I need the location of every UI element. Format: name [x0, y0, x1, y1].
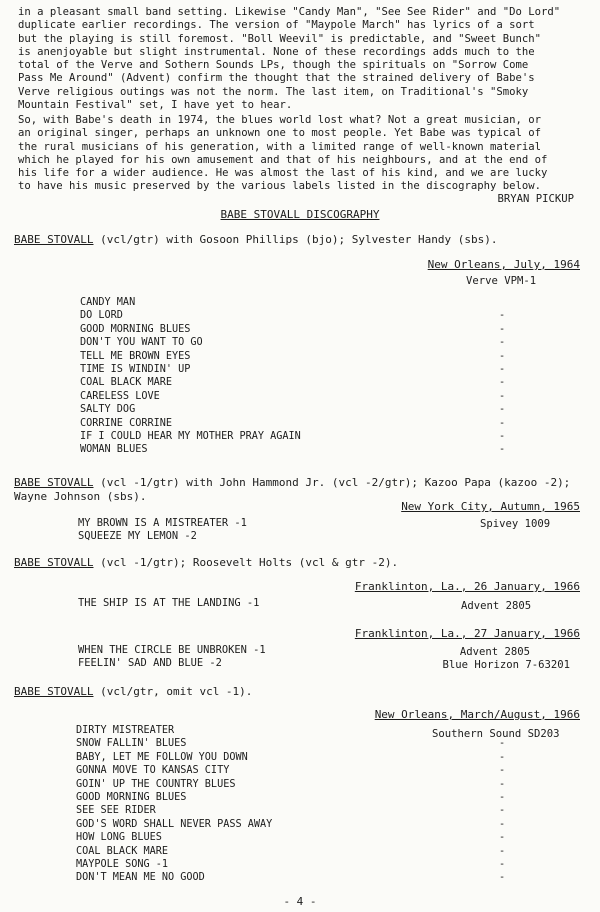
ditto-dash: -	[499, 872, 506, 884]
text-line: but the playing is still foremost. "Boll Weevil" is predictable, and "Sweet Bunch"	[18, 32, 541, 45]
ditto-dash: -	[499, 444, 506, 456]
ditto-dash: -	[499, 738, 506, 750]
text-line: his life for a wider audience. He was almost the last of his kind, and we are lucky	[18, 167, 548, 180]
session-place-date: New York City, Autumn, 1965	[401, 500, 580, 513]
track-title: GOOD MORNING BLUES	[76, 792, 187, 804]
ditto-dash: -	[499, 845, 506, 857]
track-title: MAYPOLE SONG -1	[76, 859, 169, 871]
track-title: GOIN' UP THE COUNTRY BLUES	[76, 778, 236, 790]
artist-name: BABE STOVALL	[14, 233, 94, 246]
ditto-dash: -	[499, 390, 506, 402]
track-title: HOW LONG BLUES	[76, 832, 162, 844]
discography-title: BABE STOVALL DISCOGRAPHY	[220, 208, 380, 221]
session-place-date: Franklinton, La., 26 January, 1966	[354, 580, 580, 593]
track-list	[78, 517, 247, 543]
track-title: DON'T YOU WANT TO GO	[80, 337, 203, 349]
page-number: - 4 -	[283, 895, 317, 908]
text-line: in a pleasant small band setting. Likewise "Candy Man", "See See Rider" and "Do Lord"	[18, 6, 561, 18]
session-header	[14, 556, 398, 570]
ditto-dash: -	[499, 430, 506, 442]
ditto-dash: -	[499, 310, 506, 322]
track-title: IF I COULD HEAR MY MOTHER PRAY AGAIN	[80, 431, 301, 443]
track-title: DIRTY MISTREATER	[76, 725, 175, 736]
track-title: FEELIN' SAD AND BLUE -2	[78, 657, 222, 669]
track-title: CANDY MAN	[80, 297, 136, 308]
ditto-dash: -	[499, 778, 506, 790]
track-title: CARELESS LOVE	[80, 390, 160, 402]
session-header	[14, 476, 570, 503]
track-title: THE SHIP IS AT THE LANDING -1	[78, 597, 260, 609]
personnel: (vcl -1/gtr); Roosevelt Holts (vcl & gtr -2).	[93, 556, 399, 569]
ditto-dash-column	[499, 724, 505, 885]
text-line: total of the Verve and Sothern Sounds LPs, though the spirituals on "Sorrow Come	[18, 59, 529, 72]
ditto-dash: -	[499, 377, 506, 389]
session-place-date: New Orleans, March/August, 1966	[374, 708, 580, 721]
personnel: (vcl -1/gtr) with John Hammond Jr. (vcl -2/gtr); Kazoo Papa (kazoo -2);	[93, 476, 571, 489]
personnel: (vcl/gtr) with Gosoon Phillips (bjo); Sylvester Handy (sbs).	[93, 233, 498, 246]
track-title: SQUEEZE MY LEMON -2	[78, 530, 197, 542]
track-title: WOMAN BLUES	[80, 444, 148, 456]
record-label: Southern Sound SD203	[432, 728, 560, 740]
ditto-dash: -	[499, 818, 506, 830]
artist-name: BABE STOVALL	[14, 476, 94, 489]
text-line: duplicate earlier recordings. The version of "Maypole March" has lyrics of a sort	[18, 19, 535, 32]
personnel: (vcl/gtr, omit vcl -1).	[93, 685, 253, 698]
track-title: GONNA MOVE TO KANSAS CITY	[76, 765, 230, 777]
track-title: SALTY DOG	[80, 404, 136, 416]
ditto-dash: -	[499, 791, 506, 803]
text-line: Pass Me Around" (Advent) confirm the thought that the strained delivery of Babe's	[18, 72, 535, 85]
record-label: Advent 2805	[459, 646, 530, 658]
text-line: the rural musicians of his generation, with a limited range of well-known material	[18, 140, 541, 153]
track-title: DON'T MEAN ME NO GOOD	[76, 872, 205, 884]
author-signature: BRYAN PICKUP	[497, 193, 574, 205]
artist-name: BABE STOVALL	[14, 685, 94, 698]
ditto-dash: -	[499, 751, 506, 763]
track-list	[80, 296, 301, 457]
track-title: WHEN THE CIRCLE BE UNBROKEN -1	[78, 644, 266, 656]
track-title: SEE SEE RIDER	[76, 805, 156, 817]
ditto-dash: -	[499, 350, 506, 362]
track-list	[76, 724, 272, 885]
session-header	[14, 233, 497, 247]
record-label: Blue Horizon 7-63201	[442, 659, 570, 671]
track-title: TELL ME BROWN EYES	[80, 350, 191, 362]
session-place-date: New Orleans, July, 1964	[427, 258, 580, 271]
track-list	[78, 597, 259, 610]
track-title: MY BROWN IS A MISTREATER -1	[78, 517, 247, 529]
session-header	[14, 685, 252, 699]
text-line: Verve religious outings was not the norm. The last item, on Traditional's "Smoky	[18, 85, 529, 98]
track-title: GOOD MORNING BLUES	[80, 323, 191, 335]
record-label: Verve VPM-1	[466, 275, 537, 287]
record-label: Spivey 1009	[480, 518, 551, 530]
ditto-dash: -	[499, 765, 506, 777]
text-line: So, with Babe's death in 1974, the blues world lost what? Not a great musician, or	[18, 114, 541, 126]
record-label: Advent 2805	[461, 600, 532, 612]
ditto-dash-column	[499, 296, 505, 457]
ditto-dash: -	[499, 363, 506, 375]
session-place-date: Franklinton, La., 27 January, 1966	[354, 627, 580, 640]
track-title: DO LORD	[80, 310, 123, 322]
track-title: CORRINE CORRINE	[80, 417, 173, 429]
ditto-dash: -	[499, 805, 506, 817]
record-label-list	[442, 646, 570, 672]
text-line: which he played for his own amusement and that of his neighbours, and at the end of	[18, 153, 548, 166]
ditto-dash: -	[499, 323, 506, 335]
text-line: is anenjoyable but slight instrumental. None of these recordings adds much to the	[18, 45, 535, 58]
artist-name: BABE STOVALL	[14, 556, 94, 569]
ditto-dash: -	[499, 832, 506, 844]
track-title: SNOW FALLIN' BLUES	[76, 738, 187, 750]
personnel: Wayne Johnson (sbs).	[14, 489, 147, 503]
track-title: COAL BLACK MARE	[76, 845, 169, 857]
track-title: BABY, LET ME FOLLOW YOU DOWN	[76, 751, 248, 763]
track-list	[78, 644, 266, 670]
track-title: COAL BLACK MARE	[80, 377, 173, 389]
closing-paragraph	[18, 114, 584, 194]
ditto-dash: -	[499, 858, 506, 870]
track-title: GOD'S WORD SHALL NEVER PASS AWAY	[76, 818, 273, 830]
ditto-dash: -	[499, 417, 506, 429]
text-line: to have his music preserved by the various labels listed in the discography below.	[18, 180, 541, 193]
ditto-dash: -	[499, 337, 506, 349]
text-line: an original singer, perhaps an unknown one to most people. Yet Babe was typical of	[18, 127, 541, 140]
ditto-dash: -	[499, 404, 506, 416]
text-line: Mountain Festival" set, I have yet to hear.	[18, 99, 293, 112]
track-title: TIME IS WINDIN' UP	[80, 364, 191, 376]
intro-paragraph	[18, 6, 584, 112]
